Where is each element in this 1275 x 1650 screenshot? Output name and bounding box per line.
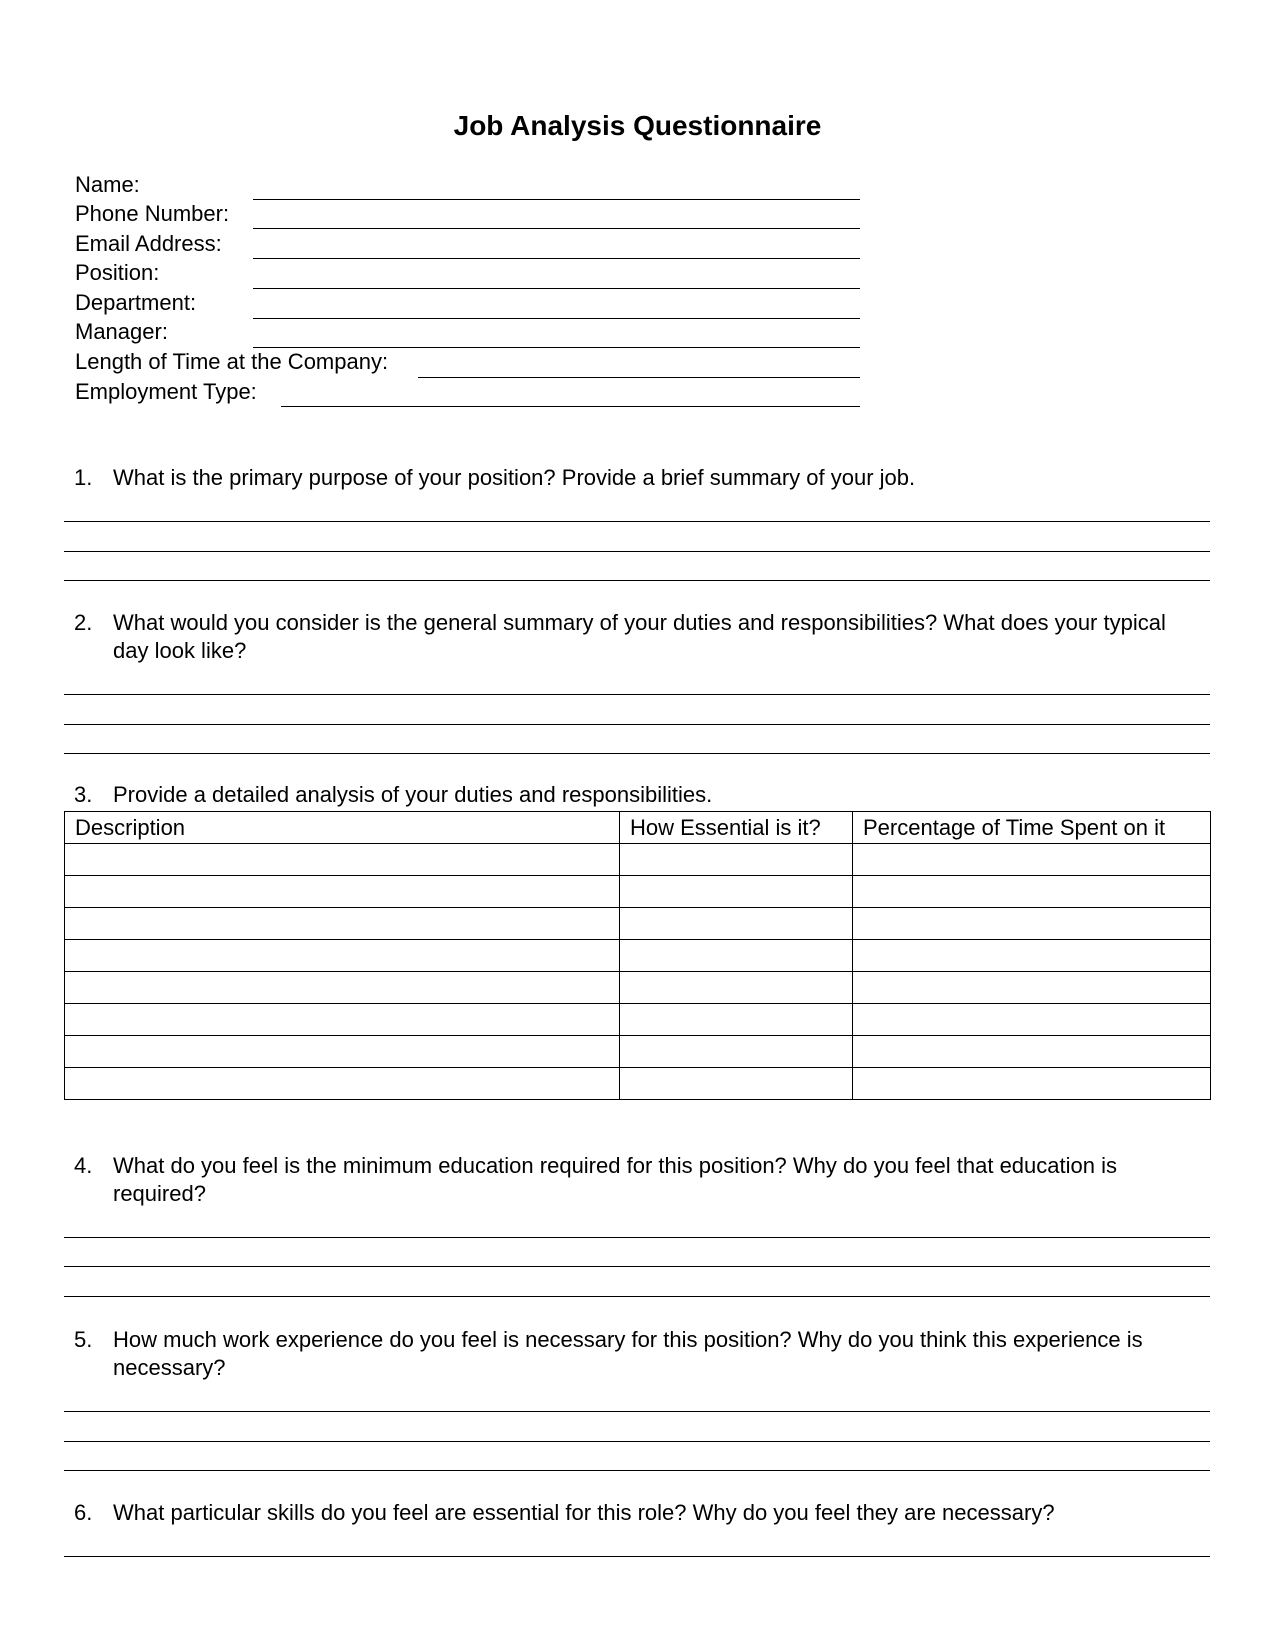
description-cell[interactable]	[65, 876, 620, 908]
question-6-number: 6.	[74, 1500, 93, 1525]
percentage-cell[interactable]	[853, 940, 1211, 972]
name-field[interactable]	[253, 199, 860, 200]
email-field[interactable]	[253, 258, 860, 259]
position-field[interactable]	[253, 288, 860, 289]
answer-1-line-1[interactable]	[64, 521, 1210, 522]
description-cell[interactable]	[65, 940, 620, 972]
answer-2-line-1[interactable]	[64, 694, 1210, 695]
question-2-number: 2.	[74, 610, 93, 635]
table-row	[65, 1036, 1211, 1068]
description-cell[interactable]	[65, 972, 620, 1004]
table-row	[65, 972, 1211, 1004]
column-header-description: Description	[65, 812, 620, 844]
answer-5-line-1[interactable]	[64, 1411, 1210, 1412]
percentage-cell[interactable]	[853, 972, 1211, 1004]
question-6-text: What particular skills do you feel are essential for this role? Why do you feel they are necessary?	[113, 1500, 1055, 1525]
essential-cell[interactable]	[620, 972, 853, 1004]
answer-4-line-3[interactable]	[64, 1296, 1210, 1297]
table-row	[65, 1004, 1211, 1036]
name-label: Name:	[75, 172, 140, 197]
column-header-percentage: Percentage of Time Spent on it	[853, 812, 1211, 844]
email-label: Email Address:	[75, 231, 222, 256]
table-row	[65, 844, 1211, 876]
question-4-number: 4.	[74, 1153, 93, 1178]
table-header-row	[65, 812, 1211, 844]
description-cell[interactable]	[65, 1068, 620, 1100]
question-1-text: What is the primary purpose of your position? Provide a brief summary of your job.	[113, 465, 916, 490]
table-row	[65, 908, 1211, 940]
employment-type-field[interactable]	[281, 406, 860, 407]
answer-1-line-3[interactable]	[64, 580, 1210, 581]
answer-4-line-1[interactable]	[64, 1237, 1210, 1238]
question-4-text: What do you feel is the minimum education required for this position? Why do you feel that education is required?	[113, 1153, 1117, 1206]
essential-cell[interactable]	[620, 940, 853, 972]
table-row	[65, 876, 1211, 908]
essential-cell[interactable]	[620, 844, 853, 876]
answer-6-line-1[interactable]	[64, 1556, 1210, 1557]
answer-1-line-2[interactable]	[64, 551, 1210, 552]
question-5-text: How much work experience do you feel is necessary for this position? Why do you think this experience is necessary?	[113, 1327, 1143, 1380]
essential-cell[interactable]	[620, 1068, 853, 1100]
answer-4-line-2[interactable]	[64, 1266, 1210, 1267]
employment-type-label: Employment Type:	[75, 379, 257, 404]
duties-table	[64, 811, 1211, 1100]
column-header-essential: How Essential is it?	[620, 812, 853, 844]
page-title: Job Analysis Questionnaire	[453, 110, 822, 141]
description-cell[interactable]	[65, 1004, 620, 1036]
tenure-label: Length of Time at the Company:	[75, 349, 389, 374]
table-row	[65, 1068, 1211, 1100]
description-cell[interactable]	[65, 844, 620, 876]
question-1-number: 1.	[74, 465, 93, 490]
percentage-cell[interactable]	[853, 876, 1211, 908]
percentage-cell[interactable]	[853, 844, 1211, 876]
manager-field[interactable]	[253, 347, 860, 348]
position-label: Position:	[75, 260, 160, 285]
question-2-text: What would you consider is the general summary of your duties and responsibilities? What does your typical day look like?	[113, 610, 1166, 663]
answer-2-line-2[interactable]	[64, 724, 1210, 725]
phone-field[interactable]	[253, 228, 860, 229]
percentage-cell[interactable]	[853, 908, 1211, 940]
essential-cell[interactable]	[620, 1004, 853, 1036]
answer-5-line-3[interactable]	[64, 1470, 1210, 1471]
description-cell[interactable]	[65, 1036, 620, 1068]
question-3-text: Provide a detailed analysis of your duties and responsibilities.	[113, 782, 713, 807]
description-cell[interactable]	[65, 908, 620, 940]
question-5-number: 5.	[74, 1327, 93, 1352]
question-3-number: 3.	[74, 782, 93, 807]
essential-cell[interactable]	[620, 876, 853, 908]
department-label: Department:	[75, 290, 197, 315]
tenure-field[interactable]	[418, 377, 860, 378]
table-row	[65, 940, 1211, 972]
percentage-cell[interactable]	[853, 1036, 1211, 1068]
department-field[interactable]	[253, 318, 860, 319]
essential-cell[interactable]	[620, 908, 853, 940]
manager-label: Manager:	[75, 319, 168, 344]
percentage-cell[interactable]	[853, 1068, 1211, 1100]
answer-5-line-2[interactable]	[64, 1441, 1210, 1442]
percentage-cell[interactable]	[853, 1004, 1211, 1036]
answer-2-line-3[interactable]	[64, 753, 1210, 754]
phone-label: Phone Number:	[75, 201, 230, 226]
essential-cell[interactable]	[620, 1036, 853, 1068]
